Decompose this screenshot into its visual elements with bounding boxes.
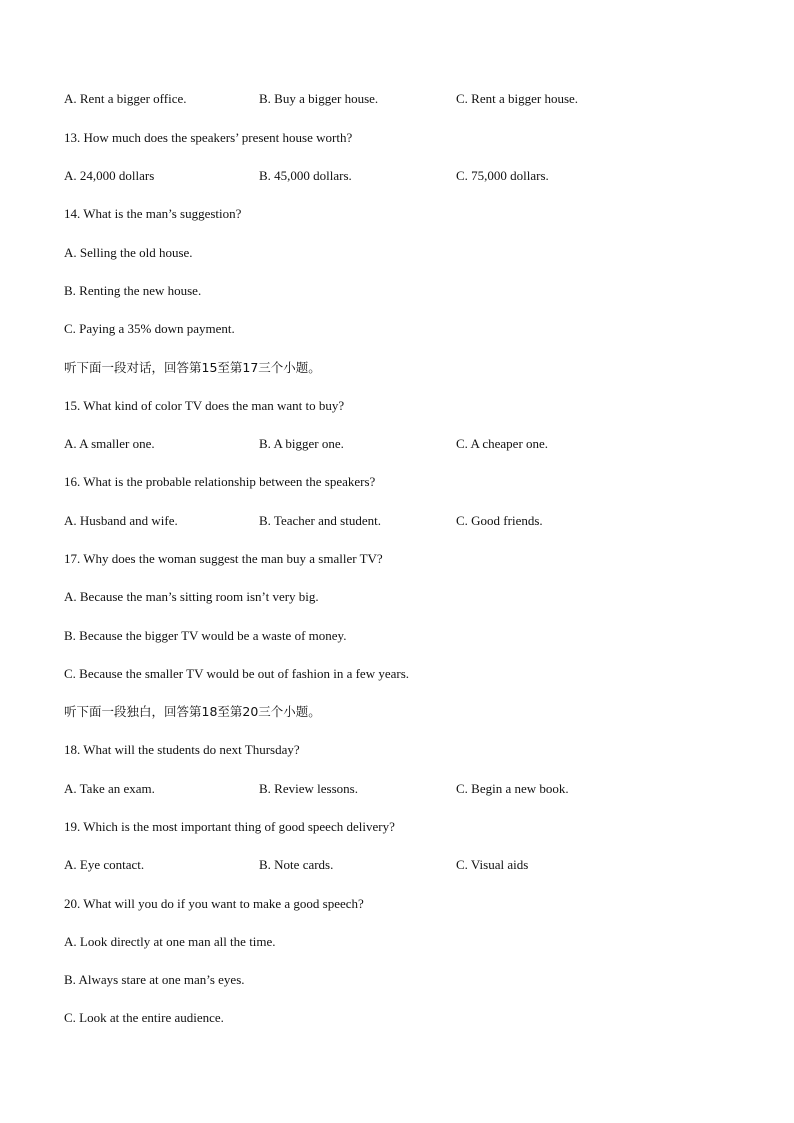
- q16-option-a: A. Husband and wife.: [64, 513, 178, 528]
- q19-option-b: B. Note cards.: [259, 857, 334, 872]
- q20-option-c: C. Look at the entire audience.: [64, 1010, 224, 1025]
- q18-option-b: B. Review lessons.: [259, 781, 358, 796]
- q14-option-a: A. Selling the old house.: [64, 245, 193, 260]
- q16-options-row: [64, 511, 664, 531]
- q17-question: 17. Why does the woman suggest the man buy a smaller TV?: [64, 551, 383, 566]
- q13-option-a: A. 24,000 dollars: [64, 168, 155, 183]
- q12-option-b: B. Buy a bigger house.: [259, 91, 379, 106]
- q20-question: 20. What will you do if you want to make a good speech?: [64, 896, 364, 911]
- q16-option-c: C. Good friends.: [456, 513, 543, 528]
- q13-option-b: B. 45,000 dollars.: [259, 168, 352, 183]
- q15-question: 15. What kind of color TV does the man want to buy?: [64, 398, 345, 413]
- q17-option-a: A. Because the man’s sitting room isn’t very big.: [64, 589, 319, 604]
- q14-question: 14. What is the man’s suggestion?: [64, 206, 242, 221]
- q12-option-a: A. Rent a bigger office.: [64, 91, 187, 106]
- q16-question: 16. What is the probable relationship between the speakers?: [64, 474, 376, 489]
- q19-options-row: [64, 855, 664, 875]
- q12-options-row: [64, 89, 664, 109]
- q18-option-c: C. Begin a new book.: [456, 781, 569, 796]
- section-heading-18-20: 听下面一段独白，回答第18至第20三个小题。: [64, 704, 321, 719]
- q17-option-c: C. Because the smaller TV would be out of fashion in a few years.: [64, 666, 410, 681]
- q12-option-c: C. Rent a bigger house.: [456, 91, 579, 106]
- q19-option-c: C. Visual aids: [456, 857, 529, 872]
- q14-option-c: C. Paying a 35% down payment.: [64, 321, 235, 336]
- q17-option-b: B. Because the bigger TV would be a waste of money.: [64, 628, 347, 643]
- q19-question: 19. Which is the most important thing of good speech delivery?: [64, 819, 395, 834]
- q15-options-row: [64, 434, 664, 454]
- q20-option-b: B. Always stare at one man’s eyes.: [64, 972, 245, 987]
- q20-option-a: A. Look directly at one man all the time.: [64, 934, 276, 949]
- q16-option-b: B. Teacher and student.: [259, 513, 381, 528]
- q19-option-a: A. Eye contact.: [64, 857, 145, 872]
- q13-option-c: C. 75,000 dollars.: [456, 168, 549, 183]
- q15-option-c: C. A cheaper one.: [456, 436, 549, 451]
- q13-options-row: [64, 166, 664, 186]
- q14-option-b: B. Renting the new house.: [64, 283, 202, 298]
- q13-question: 13. How much does the speakers’ present house worth?: [64, 130, 353, 145]
- q15-option-b: B. A bigger one.: [259, 436, 344, 451]
- q18-options-row: [64, 779, 664, 799]
- q18-question: 18. What will the students do next Thursday?: [64, 742, 300, 757]
- q15-option-a: A. A smaller one.: [64, 436, 155, 451]
- section-heading-15-17: 听下面一段对话，回答第15至第17三个小题。: [64, 360, 321, 375]
- q18-option-a: A. Take an exam.: [64, 781, 155, 796]
